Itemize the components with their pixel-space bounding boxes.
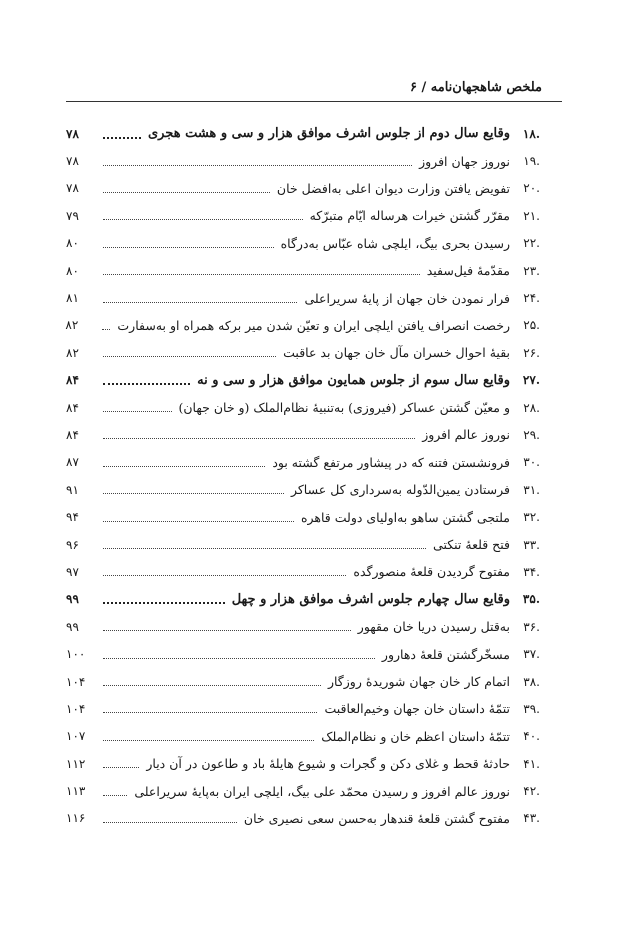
toc-entry-number: .۴۰ — [523, 729, 540, 744]
dot-leader — [103, 137, 141, 139]
toc-entry — [66, 421, 540, 448]
toc-entry — [66, 367, 540, 394]
toc-entry — [66, 257, 540, 284]
toc-entry-number: .۳۵ — [522, 592, 540, 607]
dot-leader — [103, 521, 294, 522]
toc-entry-number: .۳۴ — [523, 564, 540, 579]
toc-entry-title: فرستادن یمین‌الدّوله به‌سرداری کل عساکر — [290, 482, 510, 498]
toc-entry — [66, 147, 540, 174]
toc-entry-title: رخصت انصراف یافتن ایلچی ایران و تعیّن شدن میر برکه همراه او به‌سفارت — [117, 317, 510, 333]
toc-entry-title: بقیهٔ احوال خسران مآل خان جهان بد عاقبت — [283, 345, 510, 361]
toc-entry-number: .۳۶ — [523, 619, 540, 634]
toc-entry-page-number: ۹۴ — [66, 510, 79, 525]
toc-entry — [66, 175, 540, 202]
dot-leader — [103, 548, 426, 549]
toc-entry-title: نوروز جهان افروز — [419, 153, 510, 169]
toc-entry-page-number: ۸۷ — [66, 455, 79, 470]
toc-entry-page-number: ۷۸ — [66, 154, 79, 169]
toc-entry-page-number: ۷۸ — [66, 126, 79, 141]
toc-entry-title: به‌قتل رسیدن دریا خان مقهور — [357, 619, 510, 635]
toc-entry-page-number: ۹۱ — [66, 482, 79, 497]
toc-entry — [66, 503, 540, 530]
toc-entry-title: مفتوح گردیدن قلعهٔ منصورگده — [353, 564, 510, 580]
toc-entry — [66, 750, 540, 777]
toc-entry-title: مفتوح گشتن قلعهٔ قندهار به‌حسن سعی نصیری خان — [243, 810, 510, 826]
toc-entry-page-number: ۹۶ — [66, 537, 79, 552]
dot-leader — [103, 822, 237, 823]
toc-entry — [66, 668, 540, 695]
toc-entry-title: مسخّرگشتن قلعهٔ دهارور — [381, 646, 510, 662]
toc-entry — [66, 805, 540, 832]
toc-entry-page-number: ۸۴ — [66, 373, 79, 388]
dot-leader — [103, 575, 346, 576]
toc-entry-number: .۲۴ — [523, 291, 540, 306]
toc-entry-page-number: ۱۰۰ — [66, 647, 86, 662]
toc-entry-title: رسیدن بحری بیگ، ایلچی شاه عبّاس به‌درگاه — [280, 235, 510, 251]
toc-entry-number: .۴۱ — [523, 756, 540, 771]
toc-entry-page-number: ۱۱۳ — [66, 784, 86, 799]
toc-entry-number: .۲۵ — [523, 318, 540, 333]
toc-entry-page-number: ۷۹ — [66, 208, 79, 223]
toc-entry-page-number: ۱۰۴ — [66, 674, 86, 689]
toc-entry — [66, 394, 540, 421]
dot-leader — [103, 192, 270, 193]
dot-leader — [103, 411, 172, 412]
toc-entry-title: تتمّهٔ داستان خان جهان وخیم‌العاقبت — [324, 701, 510, 717]
toc-entry-number: .۳۰ — [523, 455, 540, 470]
dot-leader — [103, 165, 412, 166]
toc-entry-page-number: ۸۰ — [66, 236, 79, 251]
toc-entry — [66, 202, 540, 229]
toc-entry-number: .۳۲ — [523, 510, 540, 525]
running-header: ملخص شاهجهان‌نامه / ۶ — [409, 80, 542, 95]
table-of-contents — [66, 120, 540, 832]
toc-entry-number: .۲۷ — [522, 373, 540, 388]
toc-entry-number: .۲۸ — [523, 400, 540, 415]
toc-entry-title: تفویض یافتن وزارت دیوان اعلی به‌افضل خان — [276, 180, 510, 196]
dot-leader — [103, 795, 127, 796]
toc-entry-number: .۳۹ — [523, 701, 540, 716]
toc-entry — [66, 613, 540, 640]
toc-entry-title: اتمام کار خان جهان شوریدهٔ روزگار — [327, 674, 510, 689]
toc-entry-page-number: ۱۱۶ — [66, 811, 86, 826]
toc-entry-page-number: ۱۱۲ — [66, 756, 86, 771]
toc-entry-title: مقدّمهٔ فیل‌سفید — [426, 263, 510, 279]
dot-leader — [103, 685, 321, 686]
toc-entry-page-number: ۸۱ — [66, 291, 79, 306]
dot-leader — [103, 630, 351, 631]
toc-entry-number: .۲۶ — [523, 345, 540, 360]
toc-entry-title: حادثهٔ قحط و غلای دکن و گجرات و شیوع هایلهٔ باد و طاعون در آن دیار — [146, 756, 510, 772]
toc-entry-page-number: ۸۰ — [66, 263, 79, 278]
toc-entry — [66, 695, 540, 722]
toc-entry — [66, 230, 540, 257]
toc-entry-title: وقایع سال دوم از جلوس اشرف موافق هزار و سی و هشت هجری — [147, 126, 510, 142]
toc-entry-page-number: ۷۸ — [66, 181, 79, 196]
toc-entry-title: تتمّهٔ داستان اعظم خان و نظام‌الملک — [321, 728, 510, 744]
toc-entry-title: ملتجی گشتن ساهو به‌اولیای دولت قاهره — [300, 509, 510, 525]
toc-entry-number: .۲۰ — [523, 181, 540, 196]
toc-entry-page-number: ۱۰۷ — [66, 729, 86, 744]
toc-entry-number: .۱۸ — [522, 126, 540, 141]
toc-entry — [66, 284, 540, 311]
dot-leader — [103, 740, 314, 741]
toc-entry — [66, 586, 540, 613]
toc-entry — [66, 558, 540, 585]
dot-leader — [103, 302, 297, 303]
toc-entry — [66, 723, 540, 750]
dot-leader — [103, 466, 265, 467]
dot-leader — [103, 658, 375, 659]
toc-entry — [66, 312, 540, 339]
dot-leader — [103, 438, 415, 439]
dot-leader — [103, 219, 303, 220]
toc-entry-title: فرار نمودن خان جهان از پایهٔ سریراعلی — [304, 290, 510, 306]
toc-entry-number: .۳۱ — [523, 482, 540, 497]
toc-entry — [66, 640, 540, 667]
toc-entry-number: .۲۲ — [523, 236, 540, 251]
toc-entry-number: .۳۸ — [523, 674, 540, 689]
dot-leader — [103, 602, 225, 604]
dot-leader — [103, 493, 284, 494]
toc-entry-number: .۳۳ — [523, 537, 540, 552]
toc-entry-page-number: ۸۴ — [66, 427, 79, 442]
toc-entry-title: و معیّن گشتن عساکر (فیروزی) به‌تنبیهٔ نظام‌الملک (و خان جهان) — [178, 400, 510, 416]
toc-entry — [66, 120, 540, 147]
toc-entry-number: .۲۱ — [523, 208, 540, 223]
dot-leader — [103, 247, 274, 248]
toc-entry-title: مقرّر گشتن خیرات هرساله ایّام متبرّکه — [309, 208, 510, 224]
toc-entry-page-number: ۸۲ — [66, 345, 79, 360]
toc-entry-page-number: ۹۹ — [66, 592, 79, 607]
toc-entry-number: .۲۹ — [523, 427, 540, 442]
dot-leader — [103, 767, 139, 768]
header-rule — [66, 101, 562, 102]
toc-entry-title: فتح قلعهٔ تنکتی — [433, 537, 510, 553]
toc-entry — [66, 476, 540, 503]
toc-entry-title: نوروز عالم افروز و رسیدن محمّد علی بیگ، ایلچی ایران به‌پایهٔ سریراعلی — [134, 783, 510, 799]
dot-leader — [102, 329, 110, 330]
toc-entry — [66, 449, 540, 476]
toc-entry-page-number: ۹۷ — [66, 564, 79, 579]
toc-entry-title: وقایع سال سوم از جلوس همایون موافق هزار و سی و نه — [197, 372, 510, 388]
toc-entry-title: وقایع سال چهارم جلوس اشرف موافق هزار و چهل — [231, 591, 510, 607]
toc-entry-number: .۱۹ — [523, 154, 540, 169]
toc-entry-page-number: ۹۹ — [66, 619, 79, 634]
toc-entry — [66, 339, 540, 366]
dot-leader — [103, 274, 420, 275]
toc-entry-number: .۴۳ — [523, 811, 540, 826]
dot-leader — [103, 383, 190, 385]
toc-entry-page-number: ۸۲ — [65, 318, 79, 333]
toc-entry-title: فرونشستن فتنه که در پیشاور مرتفع گشته بود — [272, 454, 510, 470]
toc-entry-title: نوروز عالم افروز — [422, 427, 510, 443]
toc-entry-page-number: ۱۰۴ — [66, 701, 86, 716]
toc-entry-number: .۳۷ — [523, 647, 540, 662]
dot-leader — [103, 712, 317, 713]
toc-entry-number: .۴۲ — [523, 784, 540, 799]
toc-entry — [66, 777, 540, 804]
toc-entry-number: .۲۳ — [523, 263, 540, 278]
toc-entry-page-number: ۸۴ — [66, 400, 79, 415]
toc-entry — [66, 531, 540, 558]
dot-leader — [103, 356, 276, 357]
